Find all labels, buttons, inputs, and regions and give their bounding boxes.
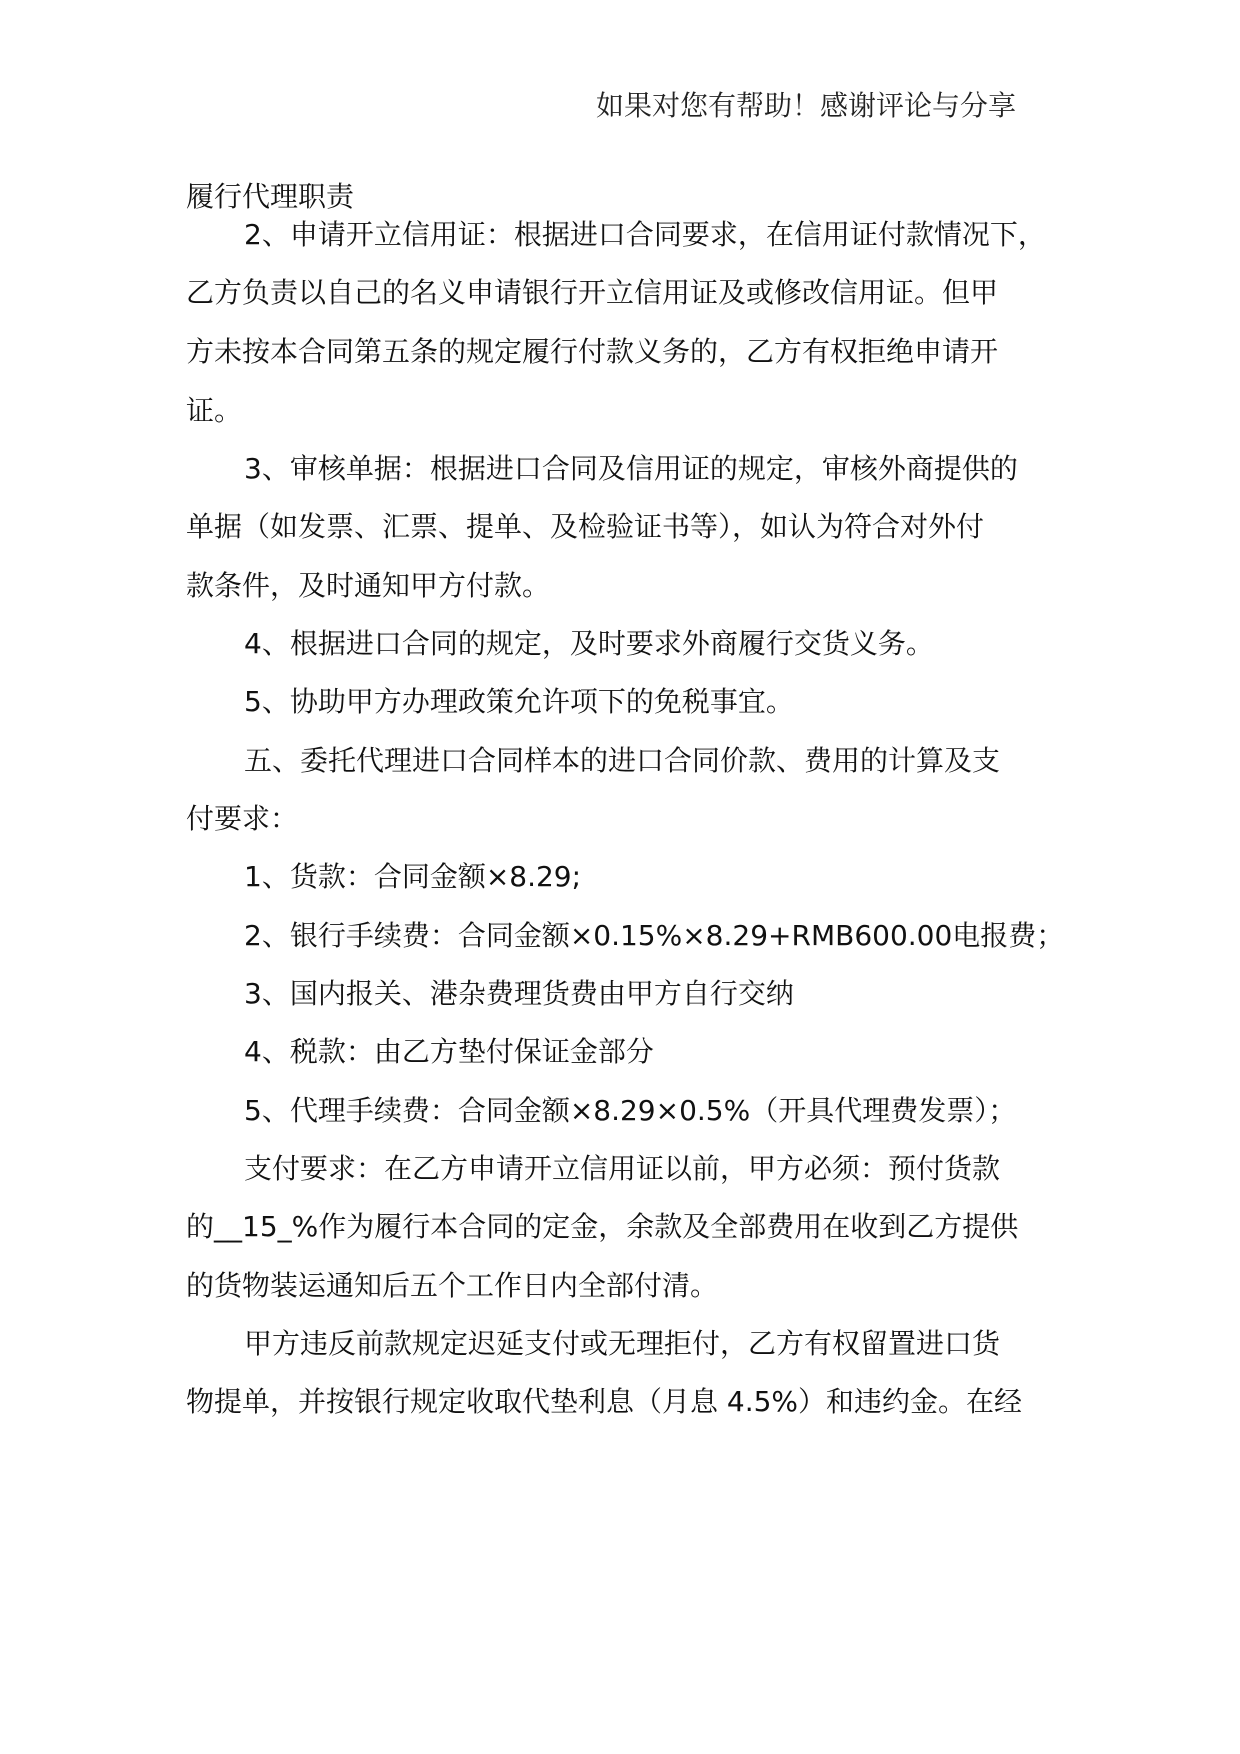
text-line: 4、税款：由乙方垫付保证金部分 [244, 1035, 654, 1068]
page-header-note: 如果对您有帮助！感谢评论与分享 [596, 89, 1017, 122]
text-line: 4、根据进口合同的规定，及时要求外商履行交货义务。 [244, 627, 934, 660]
text-line: 的__15_%作为履行本合同的定金，余款及全部费用在收到乙方提供 [186, 1210, 1019, 1243]
text-line: 3、审核单据：根据进口合同及信用证的规定，审核外商提供的 [244, 452, 1018, 485]
text-line: 物提单，并按银行规定收取代垫利息（月息 4.5%）和违约金。在经 [186, 1385, 1023, 1418]
text-line: 付要求： [186, 802, 299, 835]
text-line: 单据（如发票、汇票、提单、及检验证书等），如认为符合对外付 [186, 510, 985, 543]
text-line: 5、代理手续费：合同金额×8.29×0.5%（开具代理费发票）； [244, 1094, 1017, 1127]
text-line: 方未按本合同第五条的规定履行付款义务的，乙方有权拒绝申请开 [186, 335, 999, 368]
text-line: 1、货款：合同金额×8.29; [244, 860, 582, 893]
text-line: 款条件，及时通知甲方付款。 [186, 569, 551, 602]
text-line: 5、协助甲方办理政策允许项下的免税事宜。 [244, 685, 794, 718]
text-line: 3、国内报关、港杂费理货费由甲方自行交纳 [244, 977, 794, 1010]
text-line: 支付要求：在乙方申请开立信用证以前，甲方必须：预付货款 [244, 1152, 1001, 1185]
text-line: 的货物装运通知后五个工作日内全部付清。 [186, 1269, 719, 1302]
text-line: 五、委托代理进口合同样本的进口合同价款、费用的计算及支 [244, 744, 1001, 777]
text-line: 甲方违反前款规定迟延支付或无理拒付，乙方有权留置进口货 [244, 1327, 1001, 1360]
text-line: 2、申请开立信用证：根据进口合同要求，在信用证付款情况下， [244, 218, 1046, 251]
text-line: 证。 [186, 394, 243, 427]
text-line: 乙方负责以自己的名义申请银行开立信用证及或修改信用证。但甲 [186, 276, 999, 309]
text-line: 2、银行手续费：合同金额×0.15%×8.29+RMB600.00电报费； [244, 919, 1065, 952]
text-line: 履行代理职责 [186, 180, 355, 213]
